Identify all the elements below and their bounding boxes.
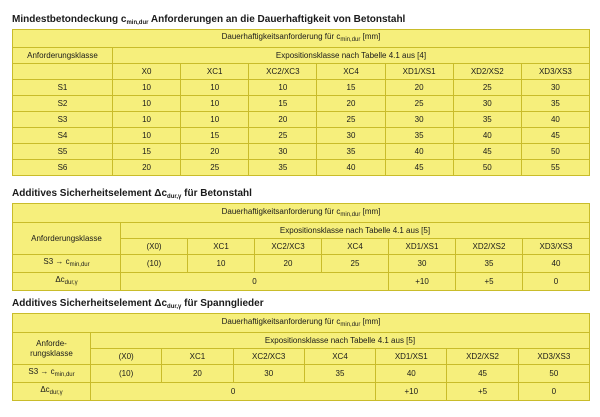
table-cell: 50	[453, 160, 521, 176]
table-cell: 35	[453, 112, 521, 128]
table2-requirement-header: Dauerhaftigkeitsanforderung für $c_{min,dur}$ [mm]	[13, 204, 590, 223]
table-cell: 10	[249, 80, 317, 96]
column-header: XD1/XS1	[385, 64, 453, 80]
table-cell: 45	[453, 144, 521, 160]
table-cell: 25	[181, 160, 249, 176]
table-cell: 25	[322, 255, 389, 273]
column-header: XC1	[188, 239, 255, 255]
table-cell: 40	[385, 144, 453, 160]
table-cell: 35	[456, 255, 523, 273]
table-row	[13, 255, 590, 273]
row-label: S3	[13, 112, 113, 128]
table-row	[13, 144, 590, 160]
column-header: XC1	[181, 64, 249, 80]
table-row	[13, 96, 590, 112]
row-label: $S3 \to c_{min,dur}$	[13, 255, 121, 273]
table3-title: Additives Sicherheitselement $\Delta c_{dur,\gamma}$ für Spannglieder	[12, 298, 264, 310]
table-cell: 30	[521, 80, 589, 96]
table1-title: Mindestbetondeckung $c_{min,dur}$ Anforderungen an die Dauerhaftigkeit von Betonstahl	[12, 14, 406, 26]
table-cell: 30	[249, 144, 317, 160]
table1-class-header: Anforderungsklasse	[13, 48, 113, 64]
table-row	[13, 383, 590, 401]
table-cell: +5	[456, 273, 523, 291]
table-cell: 20	[181, 144, 249, 160]
table-cell: 50	[521, 144, 589, 160]
table-cell: 0	[91, 383, 376, 401]
table-cell: 35	[317, 144, 385, 160]
table2-title: Additives Sicherheitselement $\Delta c_{dur,\gamma}$ für Betonstahl	[12, 188, 252, 200]
table-cell: +10	[389, 273, 456, 291]
table-cell: 25	[249, 128, 317, 144]
table2	[12, 203, 590, 291]
table-cell: 0	[121, 273, 389, 291]
table-cell: 30	[389, 255, 456, 273]
column-header: (X0)	[121, 239, 188, 255]
table-cell: 25	[385, 96, 453, 112]
table-row	[13, 80, 590, 96]
row-label: $S3 \to c_{min,dur}$	[13, 365, 91, 383]
table-cell: 30	[233, 365, 304, 383]
table-cell: 0	[523, 273, 590, 291]
row-label: $\Delta c_{dur,\gamma}$	[13, 273, 121, 291]
row-label: S4	[13, 128, 113, 144]
column-header: XC2/XC3	[249, 64, 317, 80]
table-row	[13, 128, 590, 144]
table3-requirement-header: Dauerhaftigkeitsanforderung für $c_{min,dur}$ [mm]	[13, 314, 590, 333]
table-cell: 25	[453, 80, 521, 96]
table-cell: 30	[385, 112, 453, 128]
table-cell: 10	[181, 80, 249, 96]
table3-exposure-header: Expositionsklasse nach Tabelle 4.1 aus [5]	[91, 333, 590, 349]
table-cell: 35	[304, 365, 375, 383]
row-label: $\Delta c_{dur,\gamma}$	[13, 383, 91, 401]
row-label: S2	[13, 96, 113, 112]
table-row	[13, 112, 590, 128]
table3	[12, 313, 590, 401]
table-cell: 55	[521, 160, 589, 176]
row-label: S6	[13, 160, 113, 176]
table-cell: 10	[113, 80, 181, 96]
column-header: (X0)	[91, 349, 162, 365]
table-cell: 45	[521, 128, 589, 144]
table-cell: 10	[113, 128, 181, 144]
table-cell: 25	[317, 112, 385, 128]
row-label: S5	[13, 144, 113, 160]
column-header: XD3/XS3	[523, 239, 590, 255]
column-header: XD2/XS2	[447, 349, 518, 365]
table-cell: 50	[518, 365, 589, 383]
table-cell: 10	[188, 255, 255, 273]
table-cell: +5	[447, 383, 518, 401]
table-cell: +10	[376, 383, 447, 401]
column-header: XD2/XS2	[453, 64, 521, 80]
column-header: XC4	[322, 239, 389, 255]
table2-class-header: Anforderungsklasse	[13, 223, 121, 255]
table-cell: 40	[523, 255, 590, 273]
table-cell: 30	[453, 96, 521, 112]
row-label: S1	[13, 80, 113, 96]
table-cell: 35	[521, 96, 589, 112]
table-cell: 20	[385, 80, 453, 96]
table-cell: 10	[113, 96, 181, 112]
table-cell: 40	[376, 365, 447, 383]
table-cell: 15	[113, 144, 181, 160]
column-header: XC4	[304, 349, 375, 365]
column-header: XC4	[317, 64, 385, 80]
table-cell: 20	[162, 365, 233, 383]
table3-class-header: Anforde- rungsklasse	[13, 333, 91, 365]
table-cell: 20	[255, 255, 322, 273]
table-cell: (10)	[91, 365, 162, 383]
table-cell: 20	[113, 160, 181, 176]
column-header: XD2/XS2	[456, 239, 523, 255]
table-row	[13, 365, 590, 383]
table-cell: 20	[249, 112, 317, 128]
table-cell: 10	[181, 112, 249, 128]
table1	[12, 29, 590, 176]
table-cell: 20	[317, 96, 385, 112]
column-header: XD3/XS3	[518, 349, 589, 365]
table2-exposure-header: Expositionsklasse nach Tabelle 4.1 aus [5]	[121, 223, 590, 239]
table-cell: 10	[113, 112, 181, 128]
table-cell: 15	[181, 128, 249, 144]
table3-column-headers	[13, 349, 590, 365]
column-header: XD1/XS1	[389, 239, 456, 255]
table1-exposure-header: Expositionsklasse nach Tabelle 4.1 aus [4]	[113, 48, 590, 64]
column-header: XC1	[162, 349, 233, 365]
table-cell: 10	[181, 96, 249, 112]
table-cell: 15	[317, 80, 385, 96]
table-cell: 15	[249, 96, 317, 112]
column-header: XD1/XS1	[376, 349, 447, 365]
column-header: XD3/XS3	[521, 64, 589, 80]
table-cell: 35	[249, 160, 317, 176]
table-cell: 45	[385, 160, 453, 176]
table-row	[13, 273, 590, 291]
table-cell: 40	[317, 160, 385, 176]
table1-requirement-header: Dauerhaftigkeitsanforderung für $c_{min,dur}$ [mm]	[13, 30, 590, 48]
column-header: XC2/XC3	[233, 349, 304, 365]
table-cell: 30	[317, 128, 385, 144]
table-cell: 0	[518, 383, 589, 401]
column-header: XC2/XC3	[255, 239, 322, 255]
table-row	[13, 160, 590, 176]
table-cell: 45	[447, 365, 518, 383]
table-cell: (10)	[121, 255, 188, 273]
table1-column-headers	[13, 64, 590, 80]
table-cell: 35	[385, 128, 453, 144]
column-header: X0	[113, 64, 181, 80]
table-cell: 40	[521, 112, 589, 128]
table-cell: 40	[453, 128, 521, 144]
